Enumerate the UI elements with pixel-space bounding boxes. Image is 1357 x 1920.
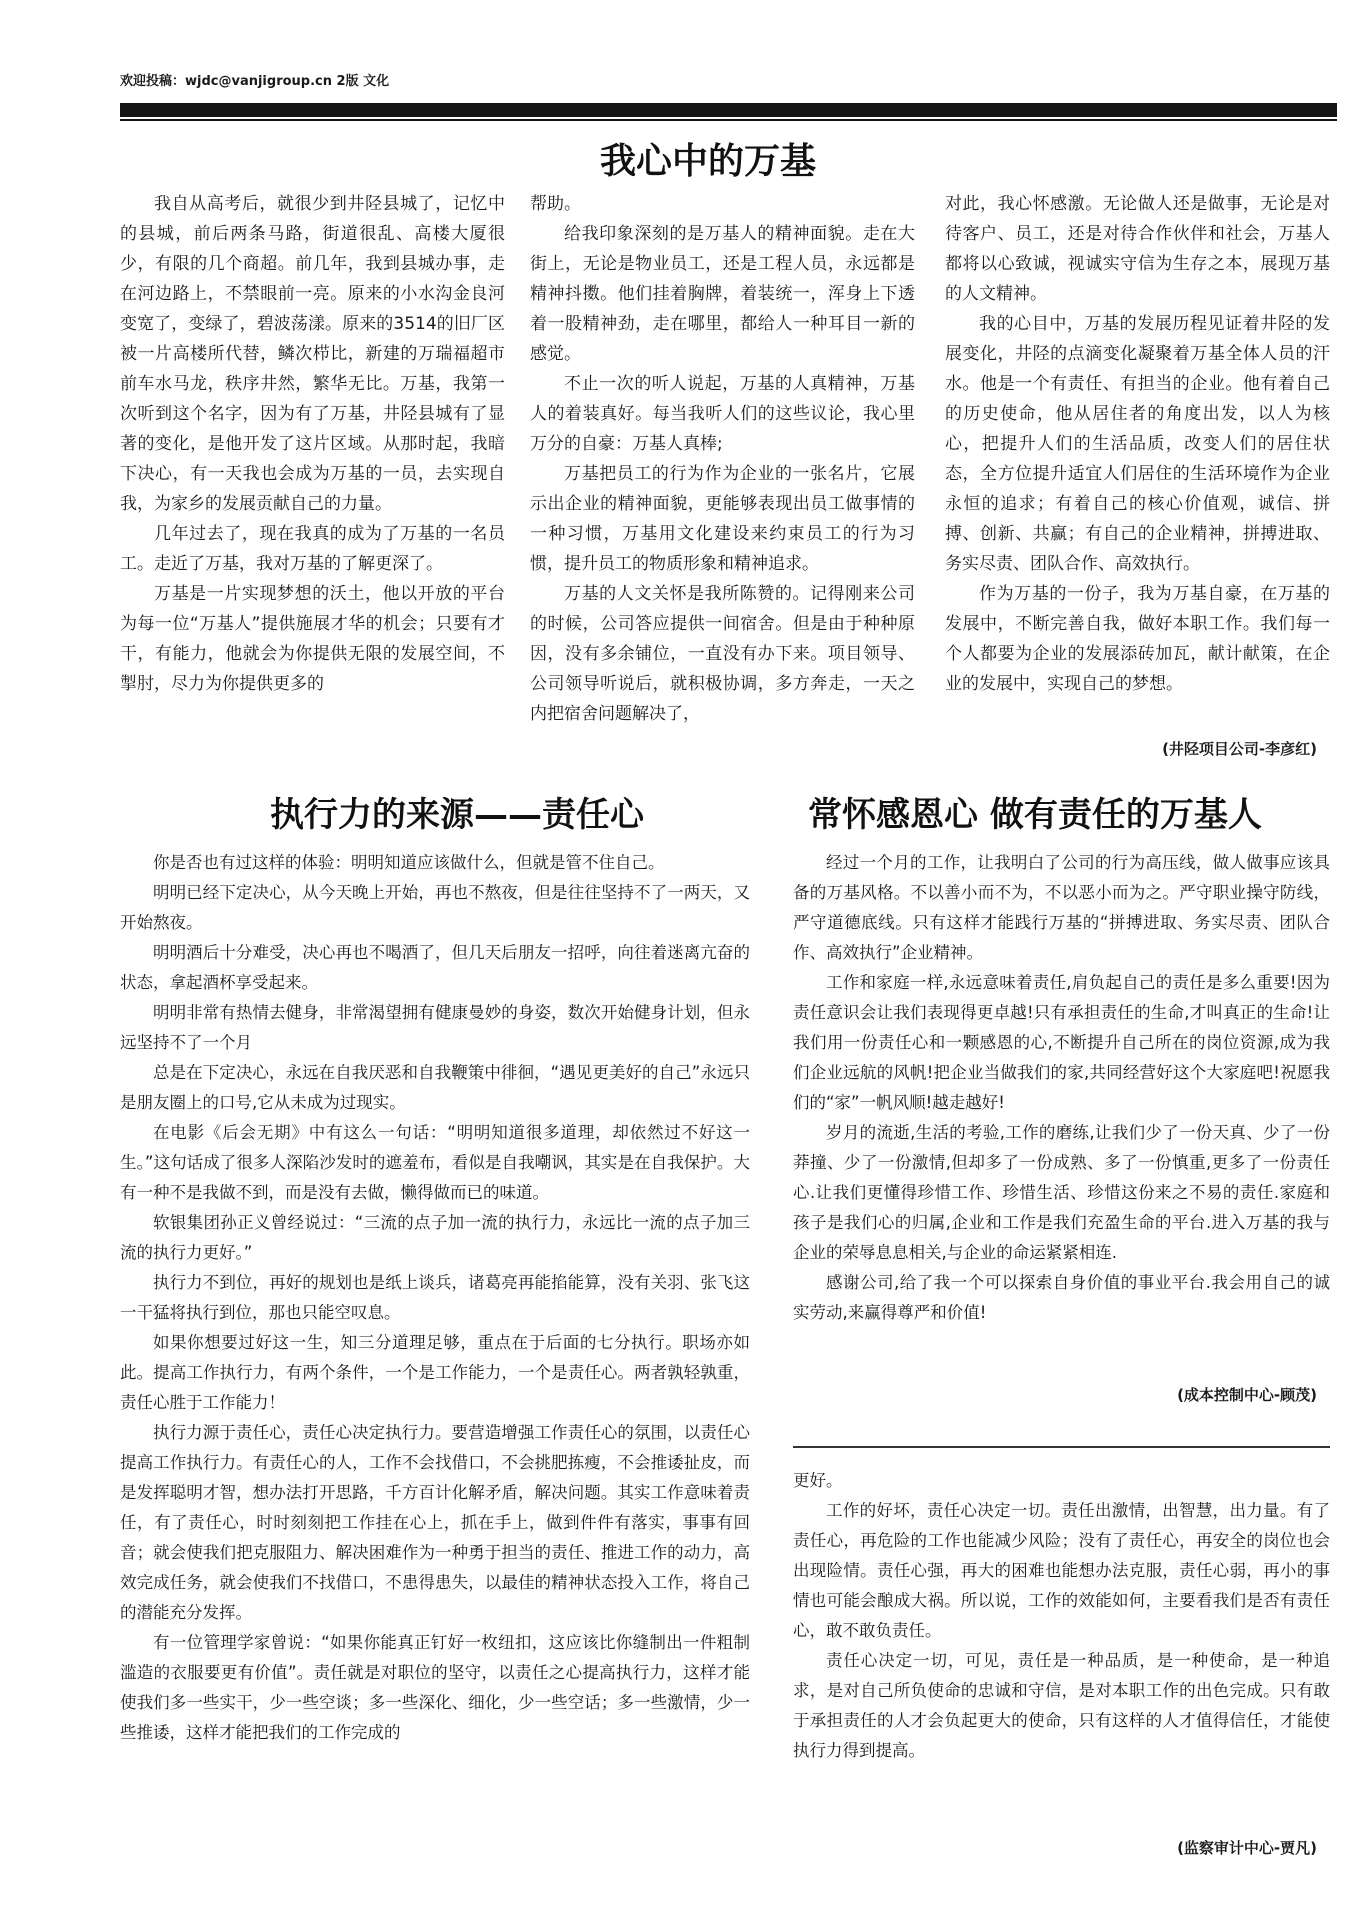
- paragraph: 不止一次的听人说起，万基的人真精神，万基人的着装真好。每当我听人们的这些议论，我心里万分的自豪：万基人真棒;: [530, 374, 915, 454]
- article1-col1: [120, 189, 505, 769]
- article1-col2: [530, 189, 915, 769]
- paragraph: 万基把员工的行为作为企业的一张名片，它展示出企业的精神面貌，更能够表现出员工做事情的一种习惯，万基用文化建设来约束员工的行为习惯，提升员工的物质形象和精神追求。: [530, 464, 915, 574]
- paragraph: 我的心目中，万基的发展历程见证着井陉的发展变化，井陉的点滴变化凝聚着万基全体人员的汗水。他是一个有责任、有担当的企业。他有着自己的历史使命，他从居住者的角度出发，以人为核心，把提升人们的生活品质，改变人们的居住状态，全方位提升适宜人们居住的生活环境作为企业永恒的追求；有着自己的核心价值观，诚信、拼搏、创新、共赢；有自己的企业精神，拼搏进取、务实尽责、团队合作、高效执行。: [945, 314, 1330, 574]
- paragraph: 明明非常有热情去健身，非常渴望拥有健康曼妙的身姿，数次开始健身计划，但永远坚持不了一个月: [120, 1003, 750, 1052]
- paragraph: 经过一个月的工作，让我明白了公司的行为高压线，做人做事应该具备的万基风格。不以善小而不为，不以恶小而为之。严守职业操守防线，严守道德底线。只有这样才能践行万基的“拼搏进取、务实尽责、团队合作、高效执行”企业精神。: [793, 853, 1330, 962]
- paragraph: 工作的好坏，责任心决定一切。责任出激情，出智慧，出力量。有了责任心，再危险的工作也能减少风险；没有了责任心，再安全的岗位也会出现险情。责任心强，再大的困难也能想办法克服，责任心弱，再小的事情也可能会酿成大祸。所以说，工作的效能如何，主要看我们是否有责任心，敢不敢负责任。: [793, 1501, 1330, 1640]
- paragraph: 总是在下定决心，永远在自我厌恶和自我鞭策中徘徊，“遇见更美好的自己”永远只是朋友圈上的口号,它从未成为过现实。: [120, 1063, 750, 1112]
- paragraph: 执行力源于责任心，责任心决定执行力。要营造增强工作责任心的氛围，以责任心提高工作执行力。有责任心的人，工作不会找借口，不会挑肥拣瘦，不会推诿扯皮，而是发挥聪明才智，想办法打开思路，千方百计化解矛盾，解决问题。其实工作意味着责任，有了责任心，时时刻刻把工作挂在心上，抓在手上，做到件件有落实，事事有回音；就会使我们把克服阻力、解决困难作为一种勇于担当的责任、推进工作的动力，高效完成任务，就会使我们不找借口，不患得患失，以最佳的精神状态投入工作，将自己的潜能充分发挥。: [120, 1423, 750, 1622]
- paragraph: 执行力不到位，再好的规划也是纸上谈兵，诸葛亮再能掐能算，没有关羽、张飞这一干猛将执行到位，那也只能空叹息。: [120, 1273, 750, 1322]
- paragraph: 你是否也有过这样的体验：明明知道应该做什么，但就是管不住自己。: [153, 853, 665, 872]
- paragraph: 工作和家庭一样,永远意味着责任,肩负起自己的责任是多么重要!因为责任意识会让我们表现得更卓越!只有承担责任的生命,才叫真正的生命!让我们用一份责任心和一颗感恩的心,不断提升自己所在的岗位资源,成为我们企业远航的风帆!把企业当做我们的家,共同经营好这个大家庭吧!祝愿我们的“家”一帆风顺!越走越好!: [793, 973, 1330, 1112]
- paragraph: 有一位管理学家曾说：“如果你能真正钉好一枚纽扣，这应该比你缝制出一件粗制滥造的衣服要更有价值”。责任就是对职位的坚守，以责任之心提高执行力，这样才能使我们多一些实干，少一些空谈；多一些深化、细化，少一些空话；多一些激情，少一些推诿，这样才能把我们的工作完成的: [120, 1633, 750, 1742]
- paragraph: 万基的人文关怀是我所陈赞的。记得刚来公司的时候，公司答应提供一间宿舍。但是由于种种原因，没有多余铺位，一直没有办下来。项目领导、公司领导听说后，就积极协调，多方奔走，一天之内把宿舍问题解决了，: [530, 584, 915, 724]
- paragraph: 对此，我心怀感激。无论做人还是做事，无论是对待客户、员工，还是对待合作伙伴和社会，万基人都将以心致诚，视诚实守信为生存之本，展现万基的人文精神。: [945, 194, 1330, 304]
- article1-title: 我心中的万基: [600, 140, 817, 182]
- paragraph: 作为万基的一份子，我为万基自豪，在万基的发展中，不断完善自我，做好本职工作。我们每一个人都要为企业的发展添砖加瓦，献计献策，在企业的发展中，实现自己的梦想。: [945, 584, 1330, 694]
- article3-body: [793, 848, 1330, 1368]
- paragraph: 感谢公司,给了我一个可以探索自身价值的事业平台.我会用自己的诚实劳动,来赢得尊严和价值!: [793, 1273, 1330, 1322]
- paragraph: 如果你想要过好这一生，知三分道理足够，重点在于后面的七分执行。职场亦如此。提高工作执行力，有两个条件，一个是工作能力，一个是责任心。两者孰轻孰重，责任心胜于工作能力！: [120, 1333, 750, 1412]
- article1-signature: (井陉项目公司-李彦红): [1162, 740, 1317, 758]
- paragraph: 明明酒后十分难受，决心再也不喝酒了，但几天后朋友一招呼，向往着迷离亢奋的状态，拿起酒杯享受起来。: [120, 943, 750, 992]
- paragraph: 帮助。: [530, 194, 581, 214]
- article2-continuation: [793, 1466, 1330, 1846]
- article3-signature: (成本控制中心-顾茂): [1177, 1386, 1317, 1404]
- paragraph: 万基是一片实现梦想的沃土，他以开放的平台为每一位“万基人”提供施展才华的机会；只要有才干，有能力，他就会为你提供无限的发展空间，不掣肘，尽力为你提供更多的: [120, 584, 505, 694]
- article2-main: [120, 848, 750, 1888]
- article3-title: 常怀感恩心 做有责任的万基人: [808, 795, 1262, 835]
- paragraph: 我自从高考后，就很少到井陉县城了，记忆中的县城，前后两条马路，街道很乱、高楼大厦很少，有限的几个商超。前几年，我到县城办事，走在河边路上，不禁眼前一亮。原来的小水沟金良河变宽了，变绿了，碧波荡漾。原来的3514的旧厂区被一片高楼所代替，鳞次栉比，新建的万瑞福超市前车水马龙，秩序井然，繁华无比。万基，我第一次听到这个名字，因为有了万基，井陉县城有了显著的变化，是他开发了这片区域。从那时起，我暗下决心，有一天我也会成为万基的一员，去实现自我，为家乡的发展贡献自己的力量。: [120, 194, 505, 514]
- paragraph: 责任心决定一切，可见，责任是一种品质，是一种使命，是一种追求，是对自己所负使命的忠诚和守信，是对本职工作的出色完成。只有敢于承担责任的人才会负起更大的使命，只有这样的人才值得信任，才能使执行力得到提高。: [793, 1651, 1330, 1760]
- paragraph: 几年过去了，现在我真的成为了万基的一名员工。走近了万基，我对万基的了解更深了。: [120, 524, 505, 574]
- article2-title: 执行力的来源——责任心: [270, 795, 644, 835]
- paragraph: 更好。: [793, 1471, 843, 1490]
- article1-col3: [945, 189, 1330, 734]
- page-header: 欢迎投稿：wjdc@vanjigroup.cn 2版 文化: [120, 74, 390, 89]
- paragraph: 软银集团孙正义曾经说过：“三流的点子加一流的执行力，永远比一流的点子加三流的执行力更好。”: [120, 1213, 750, 1262]
- header-rule-thin: [120, 119, 1337, 121]
- header-rule-thick: [120, 103, 1337, 117]
- paragraph: 明明已经下定决心，从今天晚上开始，再也不熬夜，但是往往坚持不了一两天，又开始熬夜。: [120, 883, 750, 932]
- paragraph: 在电影《后会无期》中有这么一句话：“明明知道很多道理，却依然过不好这一生。”这句话成了很多人深陷沙发时的遮羞布，看似是自我嘲讽，其实是在自我保护。大有一种不是我做不到，而是没有去做，懒得做而已的味道。: [120, 1123, 750, 1202]
- paragraph: 岁月的流逝,生活的考验,工作的磨练,让我们少了一份天真、少了一份莽撞、少了一份激情,但却多了一份成熟、多了一份慎重,更多了一份责任心.让我们更懂得珍惜工作、珍惜生活、珍惜这份来之不易的责任.家庭和孩子是我们心的归属,企业和工作是我们充盈生命的平台.进入万基的我与企业的荣辱息息相关,与企业的命运紧紧相连.: [793, 1123, 1330, 1262]
- section-divider: [793, 1446, 1330, 1448]
- article2-signature: (监察审计中心-贾凡): [1177, 1839, 1317, 1857]
- paragraph: 给我印象深刻的是万基人的精神面貌。走在大街上，无论是物业员工，还是工程人员，永远都是精神抖擞。他们挂着胸牌，着装统一，浑身上下透着一股精神劲，走在哪里，都给人一种耳目一新的感觉。: [530, 224, 915, 364]
